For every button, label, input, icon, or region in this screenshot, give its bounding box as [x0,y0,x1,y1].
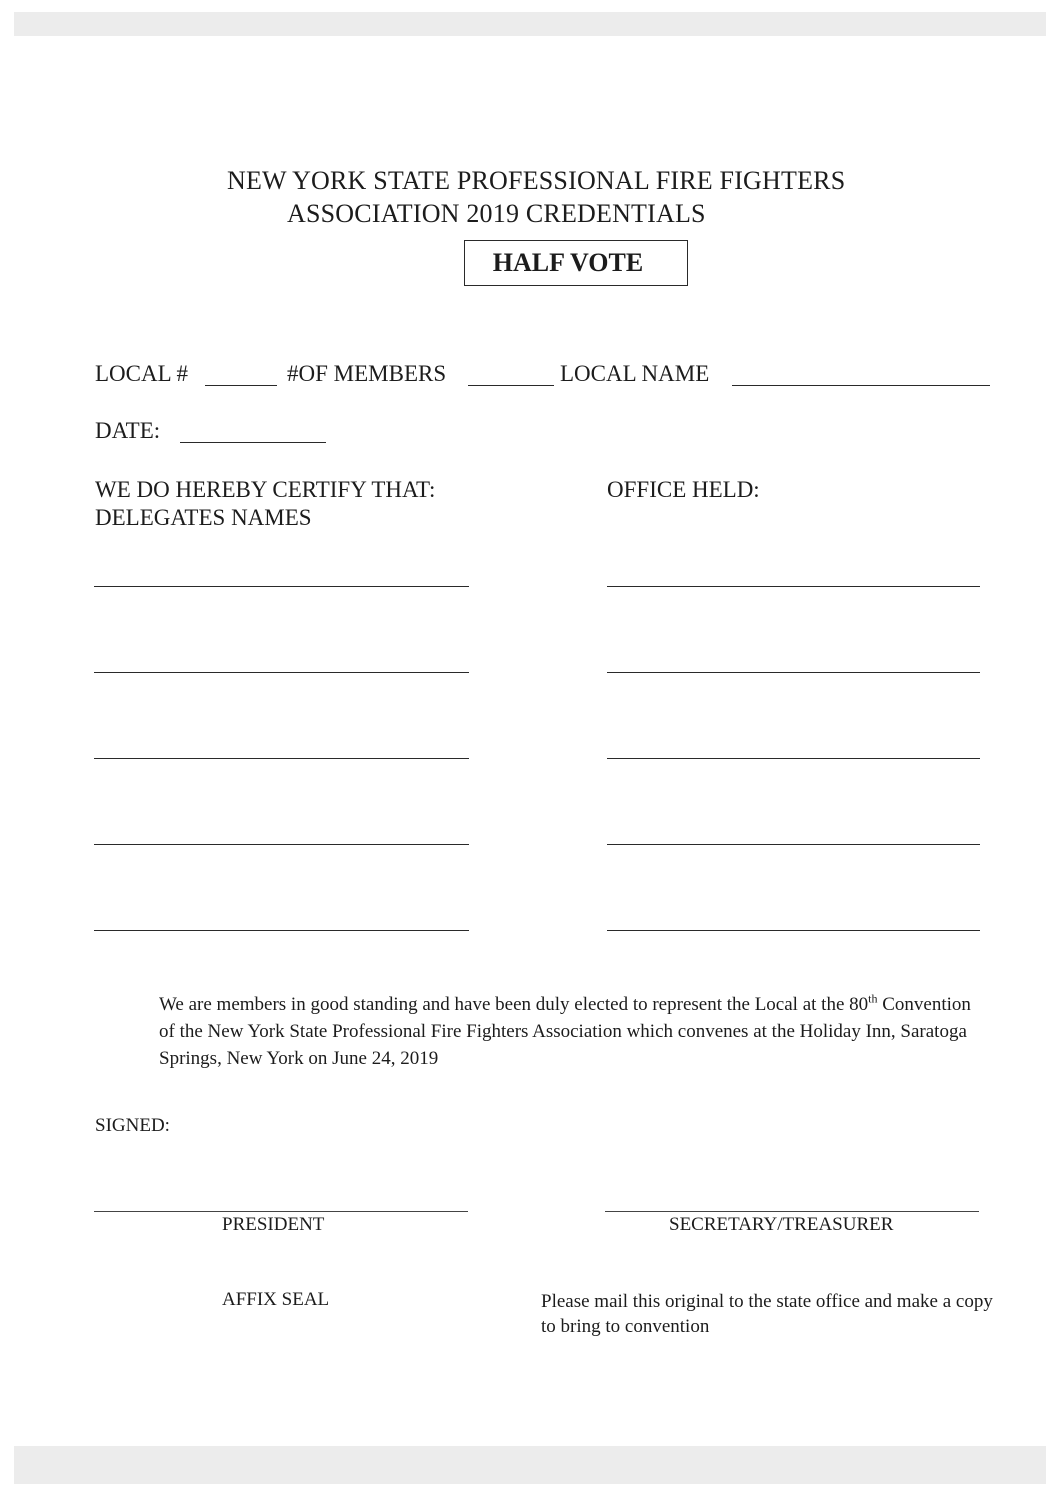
delegate-name-field-1[interactable] [94,586,469,587]
certify-heading: WE DO HEREBY CERTIFY THAT: [95,477,436,502]
president-signature-field[interactable] [94,1211,468,1212]
scan-edge-top [14,12,1046,36]
statement-part-1: We are members in good standing and have been duly elected to represent the Local at the 80 [159,994,869,1015]
office-held-heading: OFFICE HELD: [607,477,760,502]
mail-instruction-note: Please mail this original to the state office and make a copy to bring to convention [541,1291,993,1337]
affix-seal-label: AFFIX SEAL [222,1289,330,1310]
membership-statement [159,991,989,1072]
form-title-line-1: NEW YORK STATE PROFESSIONAL FIRE FIGHTERS [227,166,846,195]
office-held-field-2[interactable] [607,672,980,673]
statement-part-2: Convention of the New York State Professional Fire Fighters Association which convenes at the Holiday Inn, Saratoga Springs, New York on June 24, 2019 [159,994,971,1069]
secretary-treasurer-label: SECRETARY/TREASURER [669,1214,894,1235]
local-number-label: LOCAL # [95,361,189,386]
secretary-signature-field[interactable] [605,1211,979,1212]
office-held-field-5[interactable] [607,930,980,931]
office-held-field-3[interactable] [607,758,980,759]
office-held-field-1[interactable] [607,586,980,587]
date-label: DATE: [95,418,161,443]
delegates-names-heading: DELEGATES NAMES [95,505,312,530]
date-field[interactable] [180,442,326,443]
delegate-name-field-4[interactable] [94,844,469,845]
president-label: PRESIDENT [222,1214,325,1235]
office-held-field-4[interactable] [607,844,980,845]
local-number-field[interactable] [205,385,277,386]
form-title-line-2: ASSOCIATION 2019 CREDENTIALS [287,199,706,228]
local-name-label: LOCAL NAME [560,361,710,386]
members-count-field[interactable] [468,385,554,386]
local-name-field[interactable] [732,385,990,386]
scan-edge-bottom [14,1446,1046,1484]
members-count-label: #OF MEMBERS [287,361,447,386]
delegate-name-field-5[interactable] [94,930,469,931]
delegate-name-field-3[interactable] [94,758,469,759]
delegate-name-field-2[interactable] [94,672,469,673]
signed-label: SIGNED: [95,1115,170,1136]
statement-ordinal-suffix: th [868,991,878,1006]
vote-type-box: HALF VOTE [464,240,688,286]
